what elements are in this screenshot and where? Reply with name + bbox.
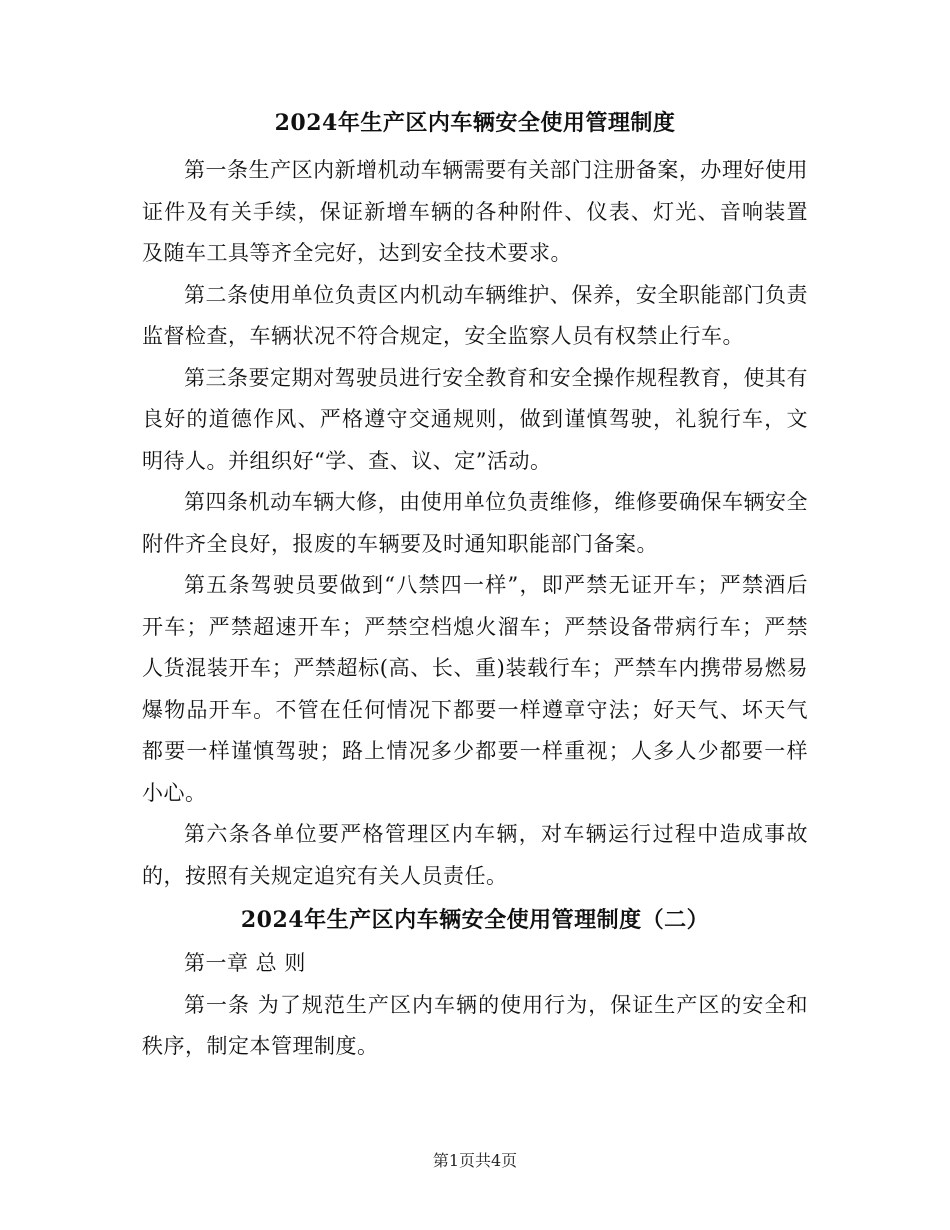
article-5: 第五条驾驶员要做到“八禁四一样”，即严禁无证开车；严禁酒后开车；严禁超速开车；严禁空档熄火溜车；严禁设备带病行车；严禁人货混装开车；严禁超标(高、长、重)装载行车；严禁车内携带易燃易爆物品开车。不管在任何情况下都要一样遵章守法；好天气、坏天气都要一样谨慎驾驶；路上情况多少都要一样重视；人多人少都要一样小心。 bbox=[142, 573, 808, 805]
section-title-2: 2024年生产区内车辆安全使用管理制度（二） bbox=[240, 907, 710, 933]
chapter1-article-1: 第一条 为了规范生产区内车辆的使用行为，保证生产区的安全和秩序，制定本管理制度。 bbox=[142, 992, 808, 1058]
article-6: 第六条各单位要严格管理区内车辆，对车辆运行过程中造成事故的，按照有关规定追究有关人员责任。 bbox=[142, 822, 808, 888]
article-3: 第三条要定期对驾驶员进行安全教育和安全操作规程教育，使其有良好的道德作风、严格遵守交通规则，做到谨慎驾驶，礼貌行车，文明待人。并组织好“学、查、议、定”活动。 bbox=[142, 365, 808, 473]
article-2: 第二条使用单位负责区内机动车辆维护、保养，安全职能部门负责监督检查，车辆状况不符合规定，安全监察人员有权禁止行车。 bbox=[142, 282, 808, 348]
document-title: 2024年生产区内车辆安全使用管理制度 bbox=[274, 110, 676, 136]
document-body bbox=[142, 104, 808, 1068]
chapter-heading: 第一章 总 则 bbox=[184, 951, 306, 975]
article-4: 第四条机动车辆大修，由使用单位负责维修，维修要确保车辆安全附件齐全良好，报废的车辆要及时通知职能部门备案。 bbox=[142, 490, 808, 556]
article-1: 第一条生产区内新增机动车辆需要有关部门注册备案，办理好使用证件及有关手续，保证新增车辆的各种附件、仪表、灯光、音响装置及随车工具等齐全完好，达到安全技术要求。 bbox=[142, 158, 808, 265]
page-indicator: 第1页共4页 bbox=[432, 1151, 518, 1170]
